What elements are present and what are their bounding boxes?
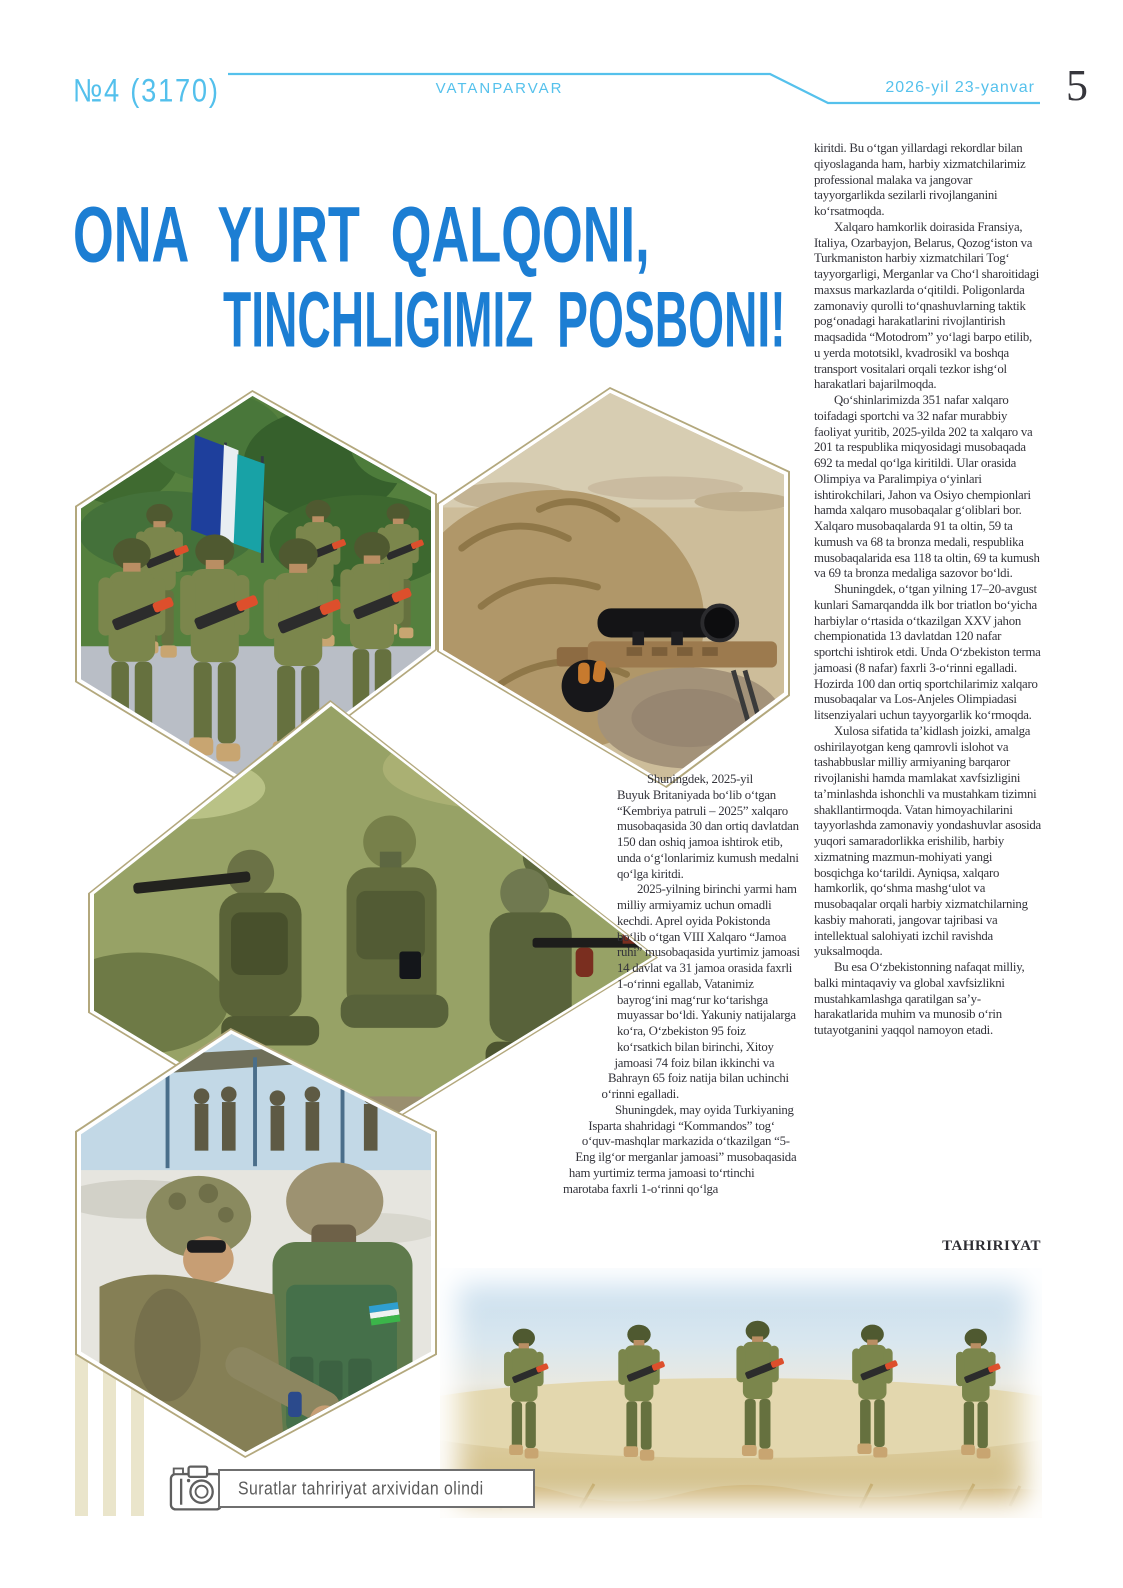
camera-icon [168,1462,224,1514]
masthead-rule [0,0,1123,130]
headline-line-2: TINCHLIGIMIZ POSBONI! [223,275,786,364]
article-paragraph: Shuningdek, may oyida Turkiyaning Isparta shahridagi “Kommandos” tog‘ o‘quv-mashqlar markazida o‘tkazilgan “5-Eng ilg‘or merganlar jamoasi” musobaqasida ham yurtimiz terma jamoasi to‘rtinchi marotaba faxrli 1-o‘rinni qo‘lga [563,1102,797,1196]
photo-hex-sniper [437,387,790,788]
article-paragraph: Shuningdek, 2025-yil Buyuk Britaniyada bo‘lib o‘tgan “Kembriya patruli – 2025” xalqaro musobaqasida 30 dan ortiq davlatdan 150 dan oshiq jamoa ishtirok etib, unda o‘g‘lonlarimiz kumush medalni qo‘lga kiritdi. [617,772,799,881]
photo-sniper [443,393,784,782]
caption-box [218,1469,535,1508]
article-paragraph: kiritdi. Bu o‘tgan yillardagi rekordlar bilan qiyoslaganda ham, harbiy xizmatchilarimiz professional malaka va jangovar tayyorgarlikda sezilarli rivojlanganini ko‘rsatmoqda. [814,141,1026,218]
article-paragraph: Shuningdek, o‘tgan yilning 17–20-avgust kunlari Samarqandda ilk bor triatlon bo‘yicha harbiylar o‘rtasida o‘tkazilgan XXV jahon chempionatida 13 davlatdan 120 nafar sportchi ishtirok etdi. Unda O‘zbekiston terma jamoasi (8 nafar) faxrli 3-o‘rinni egalladi. Hozirda 100 dan ortiq sportchilarimiz xalqaro musobaqalar va Los-Anjeles Olimpiadasi litsenziyalari uchun tayyorgarlik ko‘rmoqda. [814,582,1041,722]
photo-caption [168,1462,535,1514]
page-number: 5 [1066,61,1088,110]
article-paragraph: Qo‘shinlarimizda 351 nafar xalqaro toifadagi sportchi va 32 nafar murabbiy faoliyat yuritib, 2025-yilda 202 ta xalqaro va 201 ta respublika miqyosidagi musobaqada 692 ta medal qo‘lga kiritildi. Ular orasida Olimpiya va Paralimpiya o‘yinlari ishtirokchilari, Jahon va Osiyo chempionlari hamda xalqaro musobaqalar g‘oliblari bor. Xalqaro musobaqalarda 91 ta oltin, 59 ta kumush va 68 ta bronza medali, respublika musobaqalarida esa 118 ta oltin, 69 ta kumush va 69 ta bronza medaliga sazovor bo‘ldi. [814,393,1040,581]
photo-marching [81,396,431,784]
article-column-right [814,141,1041,1039]
article-paragraph: 2025-yilning birinchi yarmi ham milliy armiyamiz uchun omadli kechdi. Aprel oyida Pokistonda bo‘lib o‘tgan VIII Xalqaro “Jamoa ruhi” musobaqasida yurtimiz jamoasi 14 davlat va 31 jamoa orasida faxrli 1-o‘rinni egallab, Vatanimiz bayrog‘ini mag‘rur ko‘tarishga muyassar bo‘ldi. Yakuniy natijalarga ko‘ra, O‘zbekiston 95 foiz ko‘rsatkich bilan birinchi, Xitoy jamoasi 74 foiz bilan ikkinchi va Bahrayn 65 foiz natija bilan uchinchi o‘rinni egalladi. [601,882,800,1101]
article-paragraph: Xulosa sifatida ta’kidlash joizki, amalga oshirilayotgan keng qamrovli islohot va tashabbuslar milliy armiyaning barqaror rivojlanishi hamda mamlakat xavfsizligini ta’minlashda ishonchli va mustahkam tizimni shakllantirmoqda. Vatan himoyachilarini tayyorlashda zamonaviy yondashuvlar asosida yuqori samaradorlikka erishilib, harbiy xizmatning mazmun-mohiyati yangi bosqichga ko‘tarildi. Ayniqsa, xalqaro hamkorlik, qo‘shma mashg‘ulot va musobaqalar orqali harbiy xizmatchilarning kasbiy mahorati, jangovar tajribasi va intellektual salohiyati izchil ravishda yuksalmoqda. [814,723,1041,959]
article-column-middle [563,772,801,1197]
photo-hex-marching-soldiers [75,390,437,790]
article-paragraph: Xalqaro hamkorlik doirasida Fransiya, Italiya, Ozarbayjon, Belarus, Qozog‘iston va Turkmaniston harbiy xizmatchilari Tog‘ tayyorgarligi, Merganlar va Cho‘l sharoitidagi maxsus markazlarda o‘qitildi. Poligonlarda zamonaviy qurolli to‘qnashuvlarning taktik pog‘onadagi harakatlarini rivojlantirish maqsadida “Motodrom” yo‘lagi barpo etilib, u yerda mototsikl, kvadrosikl va boshqa transport vositalari orqali tezkor ishg‘ol harakatlari bajarilmoqda. [814,219,1040,392]
caption-text: Suratlar tahririyat arxividan olindi [238,1476,484,1498]
byline: TAHRIRIYAT [942,1238,1041,1254]
headline-line-1: ONA YURT QALQONI, [73,190,650,279]
newspaper-name: VATANPARVAR [435,80,564,97]
article-paragraph: Bu esa O‘zbekistonning nafaqat milliy, balki mintaqaviy va global xavfsizlikni mustahkamlashga qaratilgan sa’y-harakatlarida muhim va munosib o‘rin tutayotganini yaqqol namoyon etadi. [814,960,1025,1037]
masthead-date: 2026-yil 23-yanvar [885,79,1035,96]
issue-number: №4 (3170) [73,72,220,109]
